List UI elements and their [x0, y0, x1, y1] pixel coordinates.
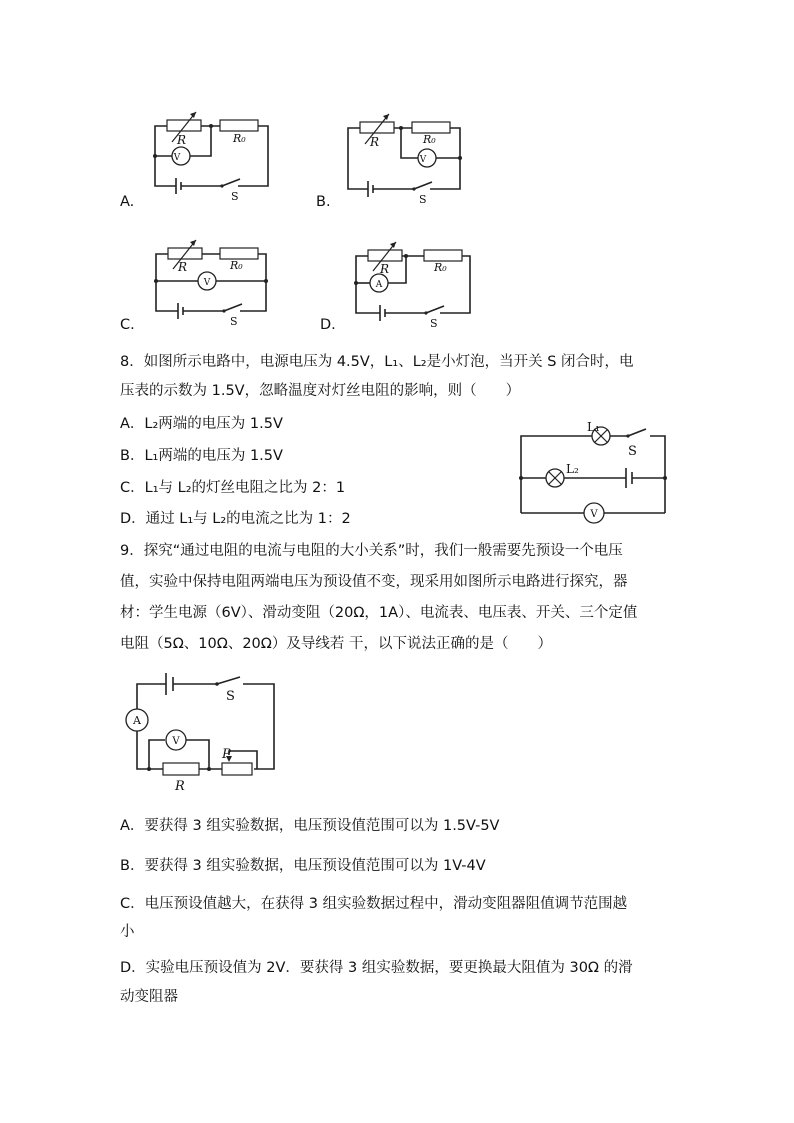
- q8-option-d: D．通过 L₁与 L₂的电流之比为 1：2: [120, 511, 351, 527]
- voltmeter-label: V: [173, 153, 181, 163]
- slider-label: P: [222, 747, 231, 762]
- fixed-resistor-label: R₀: [230, 259, 243, 272]
- option-a-label: A.: [120, 194, 135, 210]
- q9-stem-line-2: 值，实验中保持电阻两端电压为预设值不变，现采用如图所示电路进行探究，器: [120, 574, 628, 590]
- q9-stem-line-1: 9．探究“通过电阻的电流与电阻的大小关系”时，我们一般需要先预设一个电压: [120, 543, 623, 559]
- resistor-label: R: [175, 779, 185, 794]
- q8-stem-line-1: 8．如图所示电路中，电源电压为 4.5V，L₁、L₂是小灯泡，当开关 S 闭合时，电: [120, 354, 634, 370]
- switch-label: S: [230, 315, 238, 328]
- switch-label: S: [628, 444, 637, 459]
- ammeter-label: A: [133, 714, 141, 727]
- rheostat-label: R: [370, 135, 380, 149]
- q9-stem-line-4: 电阻（5Ω、10Ω、20Ω）及导线若 干，以下说法正确的是（ ）: [120, 636, 552, 652]
- voltmeter-label: V: [419, 155, 427, 165]
- option-b-label: B.: [316, 194, 331, 210]
- rheostat-label: R: [380, 262, 390, 276]
- q9-option-d-line-1: D．实验电压预设值为 2V．要获得 3 组实验数据，要更换最大阻值为 30Ω 的滑: [120, 960, 633, 976]
- rheostat-label: R: [178, 260, 188, 274]
- rheostat-label: R: [177, 133, 187, 147]
- option-d-label: D.: [320, 317, 336, 333]
- q9-option-d-line-2: 动变阻器: [120, 989, 178, 1005]
- q9-option-b: B．要获得 3 组实验数据，电压预设值范围可以为 1V-4V: [120, 858, 486, 874]
- lamp-l1-label: L₁: [587, 420, 600, 434]
- q8-option-b: B．L₁两端的电压为 1.5V: [120, 448, 283, 464]
- q9-option-c-line-2: 小: [120, 924, 135, 940]
- q8-stem-line-2: 压表的示数为 1.5V，忽略温度对灯丝电阻的影响，则（ ）: [120, 383, 521, 399]
- voltmeter-label: V: [590, 509, 598, 520]
- q8-option-a: A．L₂两端的电压为 1.5V: [120, 416, 283, 432]
- fixed-resistor-label: R₀: [423, 133, 436, 146]
- switch-label: S: [430, 317, 438, 330]
- voltmeter-label: V: [172, 736, 180, 747]
- option-c-label: C.: [120, 317, 135, 333]
- q9-option-c-line-1: C．电压预设值越大，在获得 3 组实验数据过程中，滑动变阻器阻值调节范围越: [120, 896, 628, 912]
- q9-stem-line-3: 材：学生电源（6V）、滑动变阻（20Ω，1A）、电流表、电压表、开关、三个定值: [120, 605, 638, 621]
- switch-label: S: [419, 193, 427, 206]
- switch-label: S: [231, 190, 239, 203]
- q8-option-c: C．L₁与 L₂的灯丝电阻之比为 2：1: [120, 480, 346, 496]
- q9-option-a: A．要获得 3 组实验数据，电压预设值范围可以为 1.5V-5V: [120, 818, 500, 834]
- fixed-resistor-label: R₀: [434, 261, 447, 274]
- fixed-resistor-label: R₀: [233, 132, 246, 145]
- lamp-l2-label: L₂: [566, 462, 579, 476]
- voltmeter-label: V: [203, 278, 211, 288]
- switch-label: S: [226, 689, 235, 704]
- ammeter-label: A: [375, 280, 383, 290]
